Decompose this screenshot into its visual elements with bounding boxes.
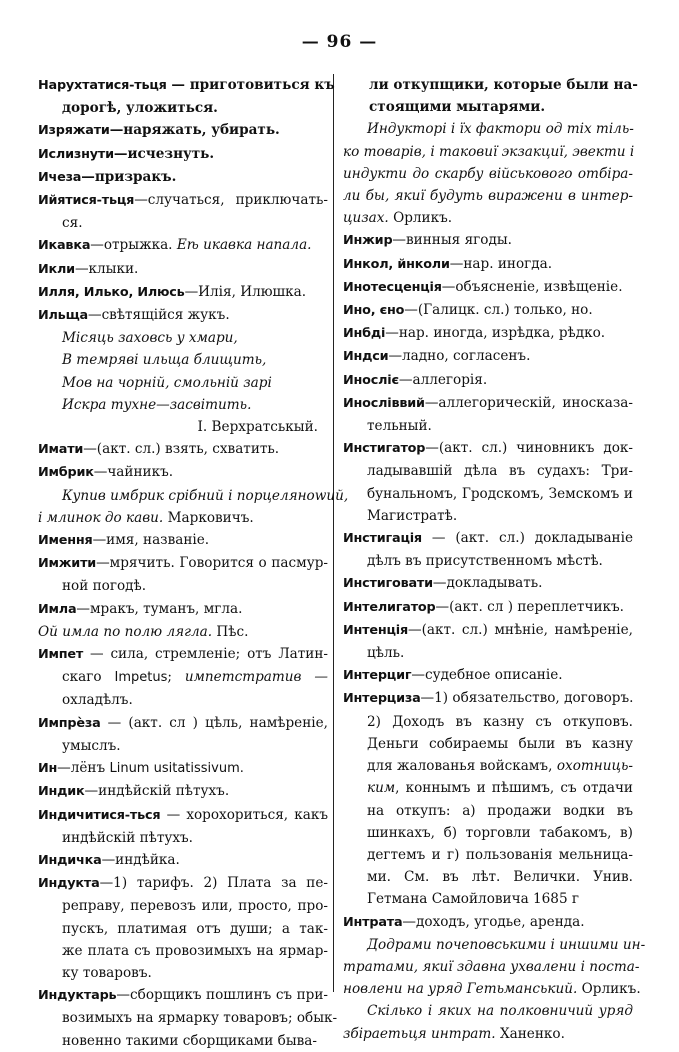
page-number: — 96 — xyxy=(301,32,378,52)
quotation-line xyxy=(343,956,640,978)
dictionary-entry xyxy=(38,166,328,189)
headword: Имла xyxy=(38,601,77,617)
entry-continuation-line xyxy=(343,733,633,755)
entry-continuation-line xyxy=(343,550,633,572)
headword: Индси xyxy=(343,349,389,365)
entry-first-line xyxy=(38,552,328,575)
definition-text: Гетмана Самойловича 1685 г xyxy=(367,891,580,908)
dictionary-entry xyxy=(343,229,633,252)
definition-text: ной погодѣ. xyxy=(62,578,147,595)
entry-first-line xyxy=(38,529,328,552)
entry-first-line xyxy=(38,438,328,461)
definition-text: —1) тарифъ. 2) Плата за пе- xyxy=(99,875,328,892)
italic-quote-text: Додрами почеповськими і иншими ин- xyxy=(367,936,646,953)
italic-quote-text: ким xyxy=(367,780,396,797)
entry-first-line xyxy=(343,911,633,934)
dictionary-entry xyxy=(38,643,328,712)
definition-text: —(акт. сл.) чиновникъ док- xyxy=(425,440,633,457)
definition-text: —нар. иногда, изрѣдка, рѣдко. xyxy=(385,325,606,342)
definition-text: пускъ, платимая отъ души; а так- xyxy=(62,920,328,937)
entry-first-line xyxy=(343,369,633,392)
dictionary-entry xyxy=(38,849,328,872)
dictionary-entry xyxy=(38,234,328,257)
headword: Изряжати xyxy=(38,123,110,139)
entry-first-line xyxy=(343,687,633,710)
dictionary-entry xyxy=(38,712,328,757)
quotation xyxy=(343,118,633,229)
definition-text: — сила, стремленіе; отъ Латин- xyxy=(83,646,328,663)
entry-first-line xyxy=(343,572,633,595)
quotation-line xyxy=(343,978,641,1000)
headword: Ильща xyxy=(38,308,88,324)
headword: Имбрик xyxy=(38,465,94,481)
dictionary-entry xyxy=(38,258,328,281)
dictionary-entry xyxy=(38,304,328,327)
definition-text: —аллегорическій, иносказа- xyxy=(424,394,633,411)
definition-text: —случаться, приключать- xyxy=(134,192,328,209)
entry-continuation-line xyxy=(343,460,633,482)
headword: Инотесценція xyxy=(343,279,442,295)
quotation-line xyxy=(343,1023,633,1045)
italic-quote-text: новлени на уряд Гетьманський. xyxy=(343,981,582,998)
headword: Индичитися-ться xyxy=(38,807,161,823)
dictionary-entry xyxy=(343,299,633,322)
quotation-line xyxy=(343,118,633,140)
definition-text: Марковичъ. xyxy=(167,509,254,526)
headword: Имення xyxy=(38,533,93,549)
definition-text: Impetus xyxy=(114,670,168,686)
definition-text: —(акт. сл.) мнѣніе, намѣреніе, xyxy=(407,621,633,638)
entry-first-line xyxy=(38,166,328,189)
italic-quote-text: Индукторі і їх фактори од тіх тіль- xyxy=(367,121,634,138)
italic-quote-text: Ой имла по полю ляглa. xyxy=(38,623,217,640)
headword: Илля, Илько, Илюсь xyxy=(38,284,185,300)
entry-continuation-line xyxy=(38,1030,328,1052)
entry-continuation-line xyxy=(38,666,328,689)
dictionary-entry xyxy=(38,757,328,780)
definition-text: —судебное описаніе. xyxy=(411,667,563,684)
headword: Нарухтатися-тьця xyxy=(38,78,167,93)
quotation-line xyxy=(343,163,633,185)
entry-first-line xyxy=(343,253,633,276)
headword: Ичеза xyxy=(38,169,82,185)
entry-continuation-line xyxy=(343,642,633,664)
dictionary-entry xyxy=(343,369,633,392)
headword: Инжир xyxy=(343,233,393,249)
dictionary-entry xyxy=(343,911,633,934)
entry-first-line xyxy=(38,872,328,895)
definition-text: дѣлъ въ присутственномъ мѣстѣ. xyxy=(367,553,603,570)
dictionary-entry xyxy=(343,687,633,910)
definition-text: —нар. иногда. xyxy=(449,255,553,272)
entry-first-line xyxy=(38,281,328,304)
definition-text: бунальномъ, Гродскомъ, Земскомъ и xyxy=(367,485,633,502)
definition-text: —(акт. сл.) взять, схватить. xyxy=(83,441,280,458)
dictionary-entry xyxy=(38,74,335,119)
entry-first-line xyxy=(343,229,633,252)
entry-continuation-line xyxy=(343,755,633,777)
italic-quote-text: збіраетьця интрат. xyxy=(343,1025,500,1042)
quotation xyxy=(343,934,646,1045)
headword: Инкол, йнколи xyxy=(343,256,450,272)
definition-text: стоящими мытарями. xyxy=(369,99,546,116)
entry-first-line xyxy=(343,664,633,687)
definition-text: —наряжать, убирать. xyxy=(109,122,280,139)
definition-text: Орликъ. xyxy=(393,210,453,227)
dictionary-entry xyxy=(38,438,328,461)
definition-text: —чайникъ. xyxy=(93,464,174,481)
headword: Интелигатор xyxy=(343,599,436,615)
entry-first-line xyxy=(343,527,633,550)
headword: Имати xyxy=(38,442,84,458)
headword: Ийятися-тьця xyxy=(38,193,135,209)
entry-first-line xyxy=(38,984,328,1007)
entry-continuation-line xyxy=(38,212,328,234)
definition-text: тельный. xyxy=(367,418,432,435)
definition-text: дорогѣ, уложиться. xyxy=(62,100,218,117)
dictionary-entry xyxy=(343,664,633,687)
definition-text: — (акт. сл ) цѣль, намѣреніе, xyxy=(100,714,328,731)
definition-text: —свѣтящійся жукъ. xyxy=(87,307,230,324)
definition-text: —винныя ягоды. xyxy=(392,232,512,249)
dictionary-entry xyxy=(343,572,633,595)
italic-quote-text: Скілько і яких на полковничий уряд xyxy=(367,1003,633,1020)
entry-continuation-line xyxy=(38,97,328,119)
entry-first-line xyxy=(343,596,633,619)
quotation-line xyxy=(38,485,349,507)
definition-text: ли откупщики, которые были на- xyxy=(369,77,638,93)
definition-text: —мракъ, туманъ, мгла. xyxy=(76,600,243,617)
entry-first-line xyxy=(38,598,328,621)
definition-text: —(Галицк. сл.) только, но. xyxy=(404,302,593,319)
italic-quote-text: Еѣ икавка напала. xyxy=(176,237,312,254)
entry-continuation-line xyxy=(343,711,633,733)
headword: Индик xyxy=(38,784,85,800)
headword: Импет xyxy=(38,647,84,663)
entry-continuation-line xyxy=(38,689,328,711)
headword: Ино, єно xyxy=(343,303,405,319)
dictionary-entry xyxy=(343,253,633,276)
dictionary-entry xyxy=(38,804,328,849)
headword: Икли xyxy=(38,261,75,277)
entry-first-line xyxy=(38,804,328,827)
definition-text: скаго xyxy=(62,669,115,686)
headword: Интенція xyxy=(343,622,408,638)
definition-text: охладѣлъ. xyxy=(62,692,133,709)
quotation xyxy=(38,485,349,529)
definition-text: —призракъ. xyxy=(81,168,177,185)
quotation-line xyxy=(38,621,328,643)
definition-text: 2) Доходъ въ казну съ откуповъ. xyxy=(367,713,633,730)
definition-text: ми. См. въ лѣт. Велички. Унив. xyxy=(367,869,633,886)
definition-text: , коннымъ и пѣшимъ, съ отдачи xyxy=(395,780,633,797)
entry-continuation-line xyxy=(343,96,633,118)
entry-continuation xyxy=(343,74,638,118)
definition-text: —лёнъ xyxy=(57,760,110,777)
headword: Интрата xyxy=(343,914,403,930)
dictionary-entry xyxy=(343,596,633,619)
dictionary-entry xyxy=(38,119,328,142)
definition-text: ку товаровъ. xyxy=(62,964,152,981)
definition-text: —ладно, согласенъ. xyxy=(388,348,531,365)
dictionary-entry xyxy=(343,392,633,437)
definition-text: —мрячить. Говорится о пасмур- xyxy=(96,555,328,572)
dictionary-entry xyxy=(38,529,328,552)
quotation-line xyxy=(38,507,328,529)
entry-first-line xyxy=(38,143,328,166)
entry-first-line xyxy=(343,299,633,322)
definition-text: ; xyxy=(167,669,185,686)
definition-text: —(акт. сл ) переплетчикъ. xyxy=(435,598,624,615)
headword: Интерциза xyxy=(343,691,421,707)
headword: Импрѐза xyxy=(38,715,101,731)
headword: Инстигатор xyxy=(343,441,426,457)
entry-continuation-line xyxy=(343,888,633,910)
dictionary-entry xyxy=(38,143,328,166)
italic-quote-text: охотниць- xyxy=(556,758,633,775)
definition-text: —сборщикъ пошлинъ съ при- xyxy=(116,987,328,1004)
italic-quote-text: і млинок до кави. xyxy=(38,509,168,526)
definition-text: —индѣйка. xyxy=(101,851,180,868)
entry-first-line xyxy=(343,345,633,368)
headword: Имжити xyxy=(38,556,97,572)
italic-quote-text: Купив имбрик срібний і порцелянowий, xyxy=(62,487,349,504)
definition-text: же плата съ провозимыхъ на ярмар- xyxy=(62,942,328,959)
entry-continuation-line xyxy=(38,962,328,984)
dictionary-entry xyxy=(343,345,633,368)
definition-text: индѣйскій пѣтухъ. xyxy=(62,829,193,846)
definition-text: — приготовиться къ xyxy=(166,77,335,93)
definition-text: Магистратѣ. xyxy=(367,507,458,524)
entry-continuation-line xyxy=(38,918,328,940)
dictionary-entry xyxy=(38,552,328,597)
definition-text: —1) обязательство, договоръ. xyxy=(420,690,634,707)
definition-text: —аллегорія. xyxy=(398,371,488,388)
italic-quote-text: тратами, якиї здавна ухвалени і поста- xyxy=(343,958,640,975)
entry-first-line xyxy=(343,437,633,460)
headword: Иносліввий xyxy=(343,395,425,411)
entry-continuation-line xyxy=(38,895,328,917)
entry-first-line xyxy=(343,392,633,415)
definition-text: ся. xyxy=(62,215,83,232)
headword: Инстиговати xyxy=(343,576,433,592)
left-column xyxy=(38,74,349,1052)
definition-text: —объясненіе, извѣщеніе. xyxy=(441,278,623,295)
entry-continuation-line xyxy=(343,415,633,437)
dictionary-entry xyxy=(343,437,633,527)
poem xyxy=(38,327,328,416)
entry-first-line xyxy=(38,461,328,484)
entry-first-line xyxy=(38,757,328,780)
entry-continuation-line xyxy=(38,735,328,757)
dictionary-entry xyxy=(343,276,633,299)
definition-text: ладывавшій дѣла въ судахъ: Три- xyxy=(367,463,633,480)
definition-text: —Илія, Илюшка. xyxy=(184,283,307,300)
definition-text: — (акт. сл.) докладываніе xyxy=(421,530,633,547)
dictionary-entry xyxy=(343,527,633,572)
quotation-line xyxy=(343,141,633,163)
entry-continuation-line xyxy=(343,483,633,505)
quotation-line xyxy=(343,934,646,956)
dictionary-entry xyxy=(38,780,328,803)
entry-continuation-line xyxy=(343,866,633,888)
headword: Интерциг xyxy=(343,668,412,684)
quotation-line xyxy=(343,207,633,229)
italic-quote-text: импетстратив — xyxy=(184,669,329,686)
definition-text: Linum usitatissivum. xyxy=(109,761,244,777)
definition-text: Деньги собираемы были въ казну xyxy=(367,735,633,752)
poem-line: Мов на чорній, смольній зарі xyxy=(62,374,272,391)
italic-quote-text: ко товарів, і таковиї экзакциї, эвекти і xyxy=(343,143,635,160)
definition-text: —докладывать. xyxy=(432,575,543,592)
dictionary-entry xyxy=(343,619,633,664)
definition-text: —исчезнуть. xyxy=(113,145,215,162)
headword: Иносліє xyxy=(343,372,399,388)
headword: Ин xyxy=(38,761,58,777)
entry-first-line xyxy=(38,643,328,666)
dictionary-entry xyxy=(38,281,328,304)
entry-continuation-line xyxy=(343,844,633,866)
definition-text: Ханенко. xyxy=(499,1025,565,1042)
headword: Инстигація xyxy=(343,531,422,547)
dictionary-entry xyxy=(38,598,328,621)
quotation-line xyxy=(343,1000,633,1022)
poem-line: В темряві ильща блищить, xyxy=(62,352,267,369)
definition-text: Пѣс. xyxy=(216,623,249,640)
entry-first-line xyxy=(38,189,328,212)
entry-first-line xyxy=(38,234,328,257)
definition-text: новенно такими сборщиками быва- xyxy=(62,1032,317,1049)
headword: Икавка xyxy=(38,238,91,254)
entry-continuation-line xyxy=(343,74,638,96)
entry-first-line xyxy=(38,258,328,281)
column-divider xyxy=(333,74,334,992)
poem-line: Місяць заховсь у хмари, xyxy=(62,330,238,347)
entry-first-line xyxy=(343,322,633,345)
poem-line: Искра тухне—засвітить. xyxy=(62,396,252,413)
entry-continuation-line xyxy=(38,940,328,962)
headword: Индуктарь xyxy=(38,988,117,1004)
entry-first-line xyxy=(38,849,328,872)
dictionary-entry xyxy=(38,189,328,234)
definition-text: —отрыжка. xyxy=(90,237,177,254)
definition-text: для жалованья войскамъ, xyxy=(367,758,557,775)
entry-continuation-line xyxy=(343,822,633,844)
definition-text: возимыхъ на ярмарку товаровъ; обык- xyxy=(62,1010,338,1027)
entry-first-line xyxy=(38,74,335,97)
headword: Ислизнути xyxy=(38,146,114,162)
dictionary-entry xyxy=(38,461,328,484)
quotation-line xyxy=(343,185,633,207)
dictionary-entry xyxy=(38,984,338,1052)
headword: Инбді xyxy=(343,326,386,342)
definition-text: цѣль. xyxy=(367,645,405,662)
definition-text: —доходъ, угодье, аренда. xyxy=(402,913,585,930)
entry-first-line xyxy=(343,619,633,642)
entry-first-line xyxy=(38,712,328,735)
entry-continuation-line xyxy=(38,827,328,849)
definition-text: —имя, названіе. xyxy=(92,532,210,549)
definition-text: реправу, перевозъ или, просто, про- xyxy=(62,898,328,915)
italic-quote-text: ли бы, якиї будуть виражени в интер- xyxy=(343,188,633,205)
poem-signature: I. Верхратськый. xyxy=(197,419,318,436)
dictionary-entry xyxy=(38,872,328,984)
quotation xyxy=(38,621,328,643)
definition-text: умыслъ. xyxy=(62,737,121,754)
entry-first-line xyxy=(38,304,328,327)
entry-continuation-line xyxy=(38,1007,338,1029)
entry-first-line xyxy=(38,780,328,803)
definition-text: —индѣйскій пѣтухъ. xyxy=(84,783,230,800)
italic-quote-text: цизах. xyxy=(343,210,394,227)
entry-continuation-line xyxy=(343,800,633,822)
headword: Индукта xyxy=(38,876,100,892)
entry-first-line xyxy=(343,276,633,299)
entry-continuation-line xyxy=(343,505,633,527)
headword: Индичка xyxy=(38,852,102,868)
definition-text: — хорохориться, какъ xyxy=(160,806,328,823)
entry-continuation-line xyxy=(343,777,633,799)
dictionary-entry xyxy=(343,322,633,345)
definition-text: шинкахъ, б) торговли табакомъ, в) xyxy=(367,824,633,841)
right-column xyxy=(343,74,646,1045)
entry-first-line xyxy=(38,119,328,142)
definition-text: —клыки. xyxy=(74,260,139,277)
italic-quote-text: индукти до скарбу військового отбіра- xyxy=(343,165,633,182)
entry-continuation-line xyxy=(38,575,328,597)
definition-text: Орликъ. xyxy=(581,981,641,998)
definition-text: на откупъ: а) продажи водки въ xyxy=(367,802,633,819)
definition-text: дегтемъ и г) пользованія мельница- xyxy=(367,846,633,863)
